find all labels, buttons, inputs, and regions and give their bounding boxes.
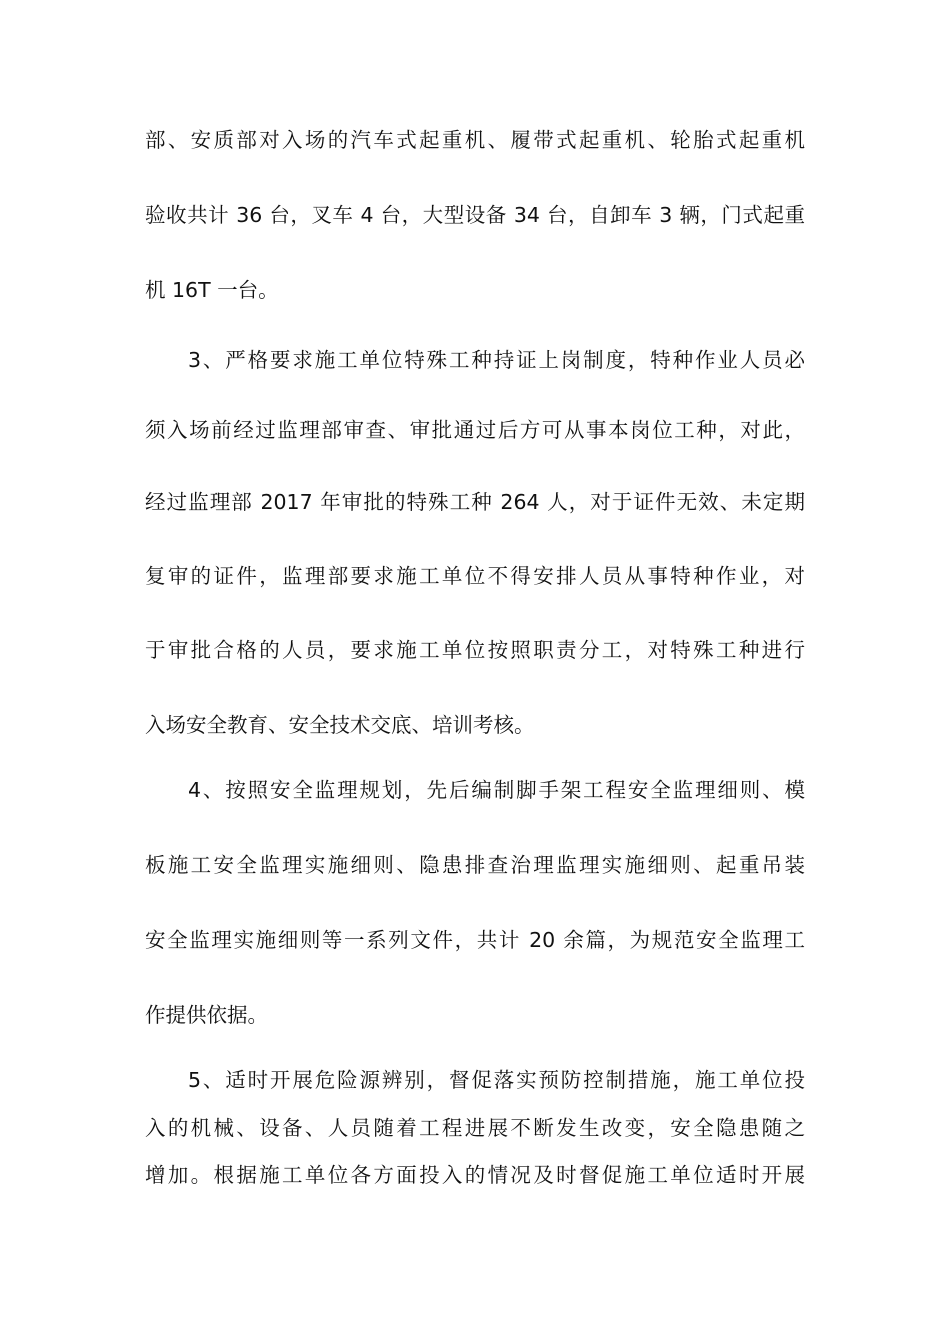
text-line: 安全监理实施细则等一系列文件，共计 20 余篇，为规范安全监理工	[145, 928, 805, 952]
paragraph-3-start: 3、严格要求施工单位特殊工种持证上岗制度，特种作业人员必	[188, 348, 805, 372]
text-line: 须入场前经过监理部审查、审批通过后方可从事本岗位工种，对此，	[145, 418, 805, 442]
text-line: 入场安全教育、安全技术交底、培训考核。	[145, 713, 535, 737]
text-line: 验收共计 36 台，叉车 4 台，大型设备 34 台，自卸车 3 辆，门式起重	[145, 203, 805, 227]
text-line: 板施工安全监理实施细则、隐患排查治理监理实施细则、起重吊装	[145, 853, 805, 877]
text-line: 机 16T 一台。	[145, 278, 279, 302]
text-line: 于审批合格的人员，要求施工单位按照职责分工，对特殊工种进行	[145, 638, 805, 662]
text-line: 入的机械、设备、人员随着工程进展不断发生改变，安全隐患随之	[145, 1116, 805, 1140]
paragraph-5-start: 5、适时开展危险源辨别，督促落实预防控制措施，施工单位投	[188, 1068, 805, 1092]
text-line: 复审的证件，监理部要求施工单位不得安排人员从事特种作业，对	[145, 564, 805, 588]
text-line: 经过监理部 2017 年审批的特殊工种 264 人，对于证件无效、未定期	[145, 490, 805, 514]
text-line: 增加。根据施工单位各方面投入的情况及时督促施工单位适时开展	[145, 1163, 805, 1187]
text-line: 作提供依据。	[145, 1003, 268, 1027]
text-line: 部、安质部对入场的汽车式起重机、履带式起重机、轮胎式起重机	[145, 128, 805, 152]
paragraph-4-start: 4、按照安全监理规划，先后编制脚手架工程安全监理细则、模	[188, 778, 805, 802]
